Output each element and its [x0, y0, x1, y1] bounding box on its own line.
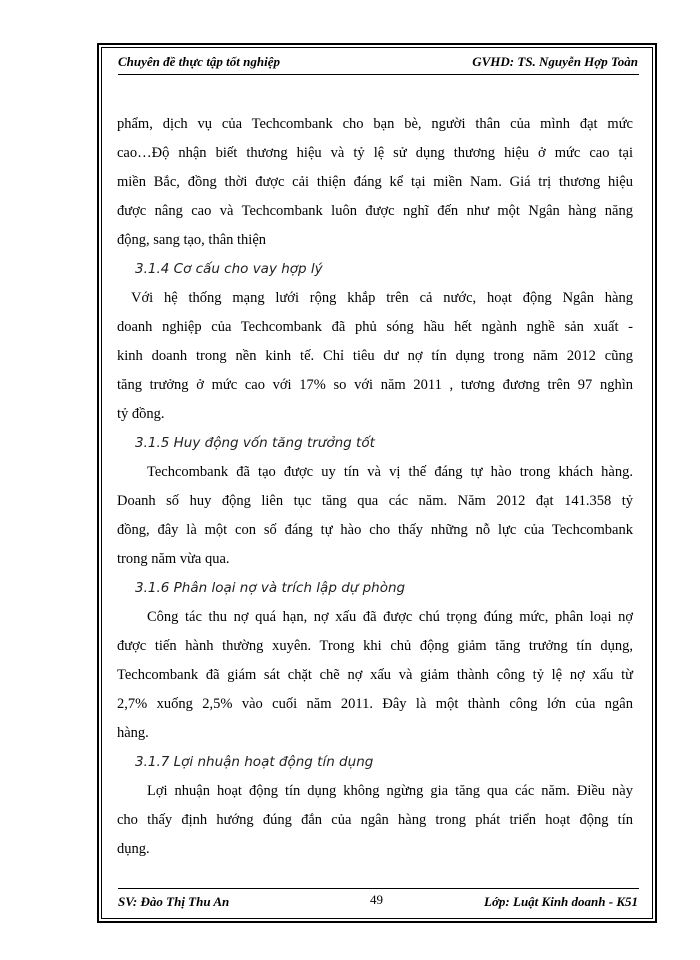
footer-rule	[118, 888, 639, 889]
body-line: kinh doanh trong nền kinh tế. Chỉ tiêu dư nợ tín dụng trong năm 2012 cũng	[117, 348, 633, 364]
section-heading-3-1-4: 3.1.4 Cơ cấu cho vay hợp lý	[135, 261, 323, 277]
footer-student: SV: Đào Thị Thu An	[118, 894, 230, 909]
body-line: trong năm vừa qua.	[117, 551, 230, 567]
body-line: được nâng cao và Techcombank luôn được nghĩ đến như một Ngân hàng năng	[117, 203, 633, 219]
header-rule	[118, 74, 639, 75]
body-line: dụng.	[117, 841, 150, 857]
body-line: phẩm, dịch vụ của Techcombank cho bạn bè, người thân của mình đạt mức	[117, 116, 633, 132]
footer-class: Lớp: Luật Kinh doanh - K51	[484, 894, 638, 909]
page-footer	[118, 894, 638, 914]
body-line: Lợi nhuận hoạt động tín dụng không ngừng gia tăng qua các năm. Điều này	[147, 783, 633, 799]
body-line: cho thấy định hướng đúng đắn của ngân hàng trong phát triển hoạt động tín	[117, 812, 633, 828]
body-line: miền Bắc, đồng thời được cải thiện đáng kể tại miền Nam. Giá trị thương hiệu	[117, 174, 633, 190]
body-line: Doanh số huy động liên tục tăng qua các năm. Năm 2012 đạt 141.358 tỷ	[117, 493, 633, 509]
section-heading-3-1-5: 3.1.5 Huy động vốn tăng trưởng tốt	[135, 435, 375, 451]
body-line: động, sang tạo, thân thiện	[117, 232, 267, 248]
section-heading-3-1-7: 3.1.7 Lợi nhuận hoạt động tín dụng	[135, 754, 374, 770]
body-line: tỷ đồng.	[117, 406, 165, 422]
body-line: Với hệ thống mạng lưới rộng khắp trên cả nước, hoạt động Ngân hàng	[131, 290, 633, 306]
body-line: được tiến hành thường xuyên. Trong khi chủ động giảm tăng trưởng tín dụng,	[117, 638, 633, 654]
body-line: hàng.	[117, 725, 149, 741]
body-line: 2,7% xuống 2,5% vào cuối năm 2011. Đây là một thành công lớn của ngân	[117, 696, 633, 712]
body-line: Techcombank đã tạo được uy tín và vị thế đáng tự hào trong khách hàng.	[147, 464, 633, 480]
body-line: tăng trưởng ở mức cao với 17% so với năm 2011 , tương đương trên 97 nghìn	[117, 377, 633, 393]
document-body	[117, 110, 633, 864]
body-line: cao…Độ nhận biết thương hiệu và tỷ lệ sử dụng thương hiệu ở mức cao tại	[117, 145, 633, 161]
body-line: Techcombank đã giám sát chặt chẽ nợ xấu và giảm thành công tỷ lệ nợ xấu từ	[117, 667, 633, 683]
body-line: đồng, đây là một con số đáng tự hào cho thấy những nỗ lực của Techcombank	[117, 522, 633, 538]
section-heading-3-1-6: 3.1.6 Phân loại nợ và trích lập dự phòng	[135, 580, 406, 596]
header-advisor: GVHD: TS. Nguyễn Hợp Toàn	[472, 54, 638, 69]
body-line: Công tác thu nợ quá hạn, nợ xấu đã được chú trọng đúng mức, phân loại nợ	[147, 609, 633, 625]
body-line: doanh nghiệp của Techcombank đã phủ sóng hầu hết ngành nghề sản xuất -	[117, 319, 633, 335]
page-number: 49	[370, 892, 383, 907]
header-title: Chuyên đề thực tập tốt nghiệp	[118, 54, 280, 69]
page-header	[118, 54, 638, 76]
